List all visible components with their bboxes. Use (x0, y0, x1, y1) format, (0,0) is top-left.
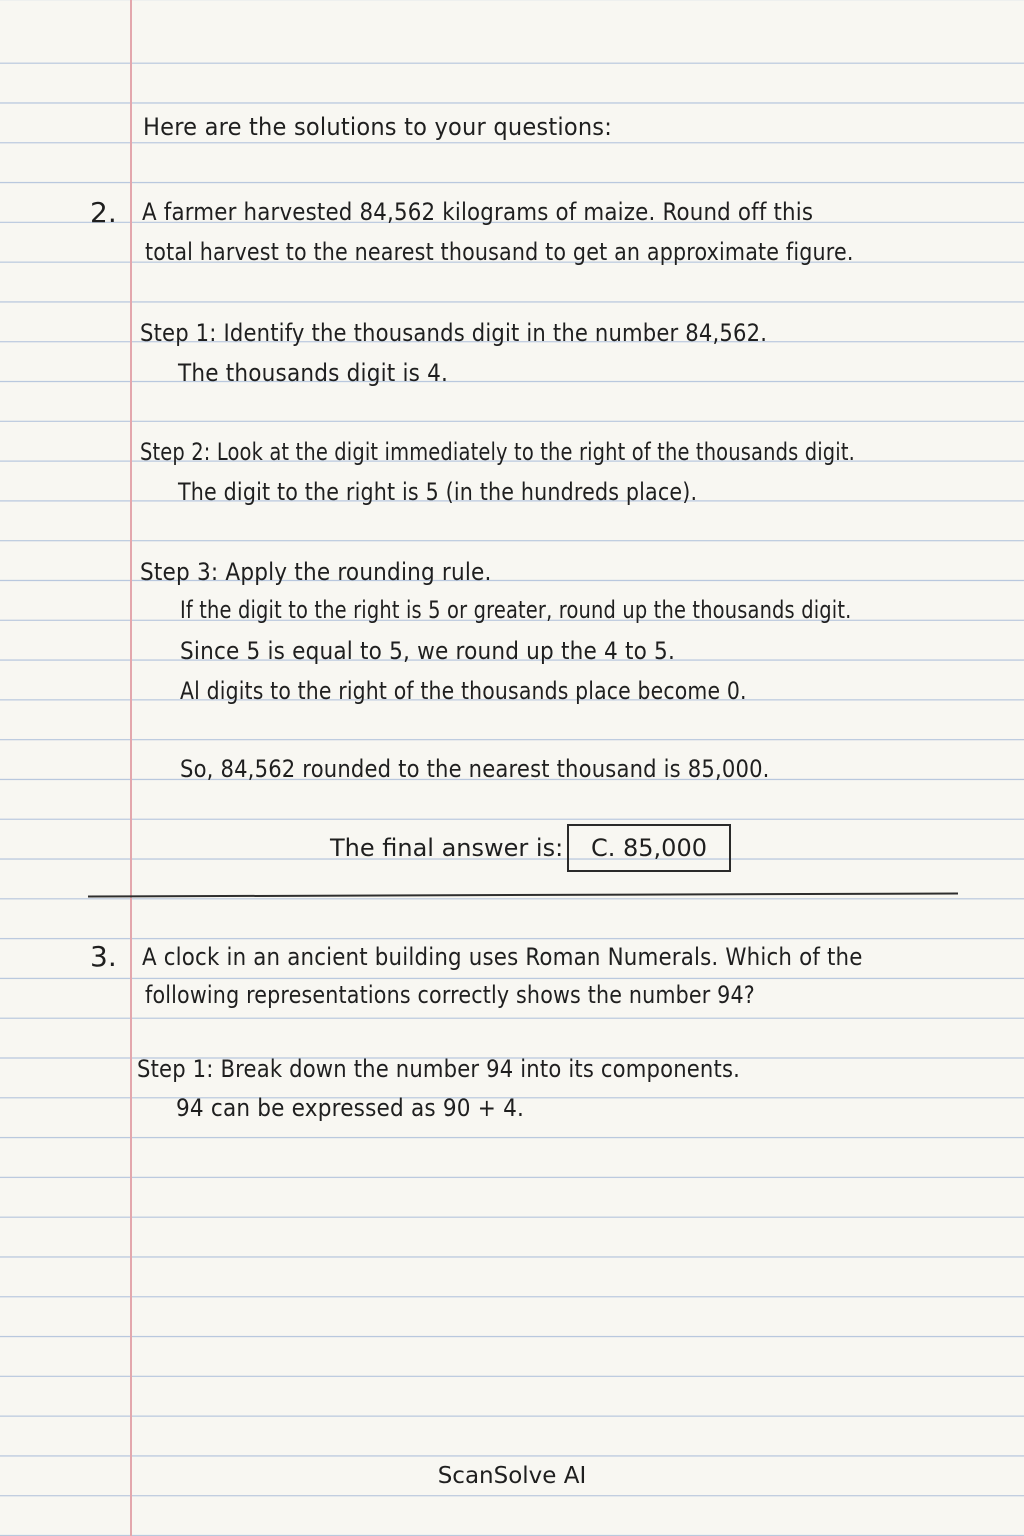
question-3-line-1: A clock in an ancient building uses Roman Numerals. Which of the (142, 943, 863, 971)
q2-conclusion: So, 84,562 rounded to the nearest thousand is 85,000. (180, 755, 770, 783)
question-2-line-1: A farmer harvested 84,562 kilograms of maize. Round off this (142, 198, 814, 226)
q2-step-1-detail: The thousands digit is 4. (178, 359, 449, 387)
q3-step-1-heading: Step 1: Break down the number 94 into its components. (137, 1055, 741, 1083)
final-answer-box: C. 85,000 (567, 824, 731, 872)
margin-line (130, 0, 132, 1536)
q3-step-1-detail: 94 can be expressed as 90 + 4. (176, 1094, 525, 1122)
q2-step-3-zeros: Al digits to the right of the thousands place become 0. (180, 677, 747, 705)
question-2-number: 2. (90, 196, 117, 229)
section-divider (88, 892, 958, 897)
q2-step-3-rule: If the digit to the right is 5 or greater, round up the thousands digit. (180, 596, 852, 624)
q2-step-2-heading: Step 2: Look at the digit immediately to the right of the thousands digit. (140, 438, 855, 466)
question-3-number: 3. (90, 940, 117, 973)
question-3-line-2: following representations correctly shows the number 94? (145, 981, 755, 1009)
footer-brand: ScanSolve AI (437, 1463, 587, 1489)
q2-step-3-heading: Step 3: Apply the rounding rule. (140, 558, 492, 586)
final-answer-label: The final answer is: (330, 834, 564, 862)
q2-step-1-heading: Step 1: Identify the thousands digit in the number 84,562. (140, 319, 768, 347)
q2-step-2-detail: The digit to the right is 5 (in the hundreds place). (178, 478, 698, 506)
intro-text: Here are the solutions to your questions: (143, 113, 613, 141)
q2-step-3-apply: Since 5 is equal to 5, we round up the 4 to 5. (180, 637, 676, 665)
question-2-line-2: total harvest to the nearest thousand to get an approximate figure. (145, 238, 854, 266)
